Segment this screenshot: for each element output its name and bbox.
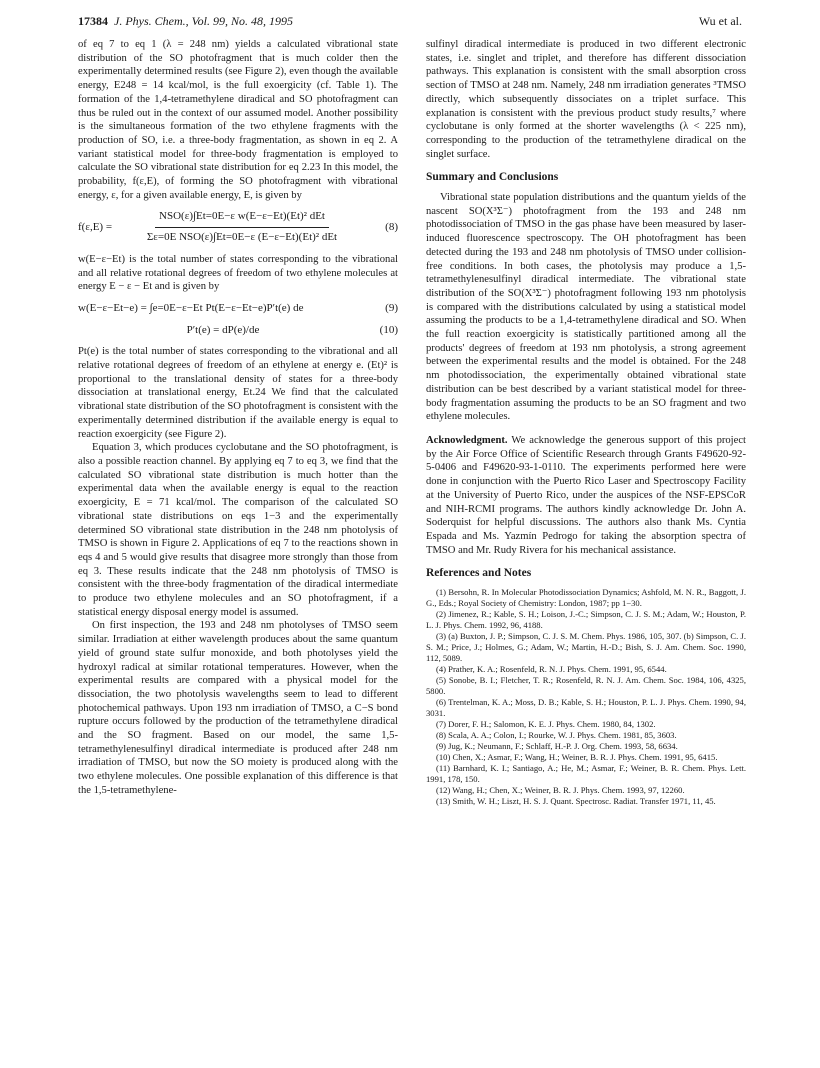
page-header	[78, 14, 742, 32]
equation-10	[78, 324, 398, 338]
reference-item: (1) Bersohn, R. In Molecular Photodissociation Dynamics; Ashfold, M. N. R., Baggott, J. G., Eds.; Royal Society of Chemistry: London, 1987; pp 1−30.	[426, 587, 746, 609]
reference-item: (9) Jug, K.; Neumann, F.; Schlaff, H.-P. J. Org. Chem. 1993, 58, 6634.	[436, 741, 678, 752]
equation-denominator: Σε=0E NSO(ε)∫Et=0E−ε (E−ε−Et)(Et)² dEt	[146, 231, 338, 244]
page-number: 17384	[78, 14, 108, 28]
equation-numerator: NSO(ε)∫Et=0E−ε w(E−ε−Et)(Et)² dEt	[155, 210, 329, 228]
journal-citation: J. Phys. Chem., Vol. 99, No. 48, 1995	[114, 14, 293, 28]
equation-body: P′t(e) = dP(e)/de	[186, 323, 260, 336]
reference-item: (13) Smith, W. H.; Liszt, H. S. J. Quant. Spectrosc. Radiat. Transfer 1971, 11, 45.	[436, 796, 716, 807]
reference-item: (3) (a) Buxton, J. P.; Simpson, C. J. S. M. Chem. Phys. 1986, 105, 307. (b) Simpson, C. J. S. M.; Price, J.; Holmes, G.; Adam, W.; Martin, H.-D.; Bish, S. J. Am. Chem. Soc. 1990, 112, 5089.	[426, 631, 746, 664]
reference-item: (7) Dorer, F. H.; Salomon, K. E. J. Phys. Chem. 1980, 84, 1302.	[436, 719, 656, 730]
reference-item: (4) Prather, K. A.; Rosenfeld, R. N. J. Phys. Chem. 1991, 95, 6544.	[436, 664, 667, 675]
paragraph: Pt(e) is the total number of states corresponding to the vibrational and all relative rotational degrees of freedom of an ethylene at energy e. (Et)² is proportional to the translational density of states for a three-body dissociation at translational energy, Et.24 We find that the calculated vibrational state distribution of the SO photofragment is consistent with the experimentally determined distribution if the available energy is equal to reaction exoergicity (see Figure 2).	[78, 346, 398, 440]
reference-list	[426, 587, 746, 807]
equation-8	[78, 210, 398, 244]
right-column	[426, 38, 746, 807]
reference-item: (12) Wang, H.; Chen, X.; Weiner, B. R. J. Phys. Chem. 1993, 97, 12260.	[436, 785, 685, 796]
running-head-left	[78, 14, 293, 29]
reference-item: (6) Trentelman, K. A.; Moss, D. B.; Kable, S. H.; Houston, P. L. J. Phys. Chem. 1990, 94, 3031.	[426, 697, 746, 719]
paragraph: sulfinyl diradical intermediate is produced in two different electronic states, i.e. singlet and triplet, and therefore has different dissociation pathways. This explanation is consistent with the small absorption cross section of TMSO at 248 nm. Namely, 248 nm irradiation generates ³TMSO directly, which subsequently dissociates on a triplet surface. This explanation is consistent with the previous product study results,⁷ where cyclobutane is only formed at the shorter wavelengths (λ < 225 nm), corresponding to the production of the tetramethylene diradical on the singlet surface.	[426, 39, 746, 160]
equation-number: (8)	[385, 220, 398, 233]
equation-number: (9)	[385, 301, 398, 314]
left-column	[78, 38, 398, 798]
paragraph: Equation 3, which produces cyclobutane and the SO photofragment, is also a possible reaction channel. By applying eq 7 to eq 3, we find that the calculated SO vibrational state distribution is much hotter than the experimental data when the available energy is equal to the reaction exoergicity, E = 71 kcal/mol. The comparison of the calculated SO vibrational state distributions on eqs 1−3 and the experimentally determined SO vibrational state distribution in the 248 nm photolysis of TMSO is shown in Figure 2. Applications of eq 7 to the reactions shown in eqs 4 and 5 would give results that disagree more strongly than those from eq 3. These results indicate that the 248 nm photolysis of TMSO is consistent with the three-body fragmentation of the diradical intermediate to produce two ethylene molecules and an SO photofragment, if a statistical energy disposal energy model is assumed.	[78, 442, 398, 618]
reference-item: (2) Jimenez, R.; Kable, S. H.; Loison, J.-C.; Simpson, C. J. S. M.; Adam, W.; Houston, P. L. J. Phys. Chem. 1992, 96, 4188.	[426, 609, 746, 631]
section-heading-references: References and Notes	[426, 567, 532, 580]
acknowledgment	[426, 434, 746, 557]
equation-9	[78, 302, 398, 316]
reference-item: (10) Chen, X.; Asmar, F.; Wang, H.; Weiner, B. R. J. Phys. Chem. 1991, 95, 6415.	[436, 752, 718, 763]
acknowledgment-text: We acknowledge the generous support of this project by the Air Force Office of Scientific Research through Grants F49620-92-5-0406 and F49620-93-1-0110. The experiments performed here were done in conjunction with the Puerto Rico Laser and Spectroscopy Facility at the University of Puerto Rico, under the auspices of the NSF-EPSCoR and NIH-RCMI programs. The authors kindly acknowledge Dr. John A. Soderquist for helpful discussions. The authors also thank Ms. Cyntia Espada and Ms. Yazmín Pedrogo for taking the absorption spectra of TMSO and Mr. Rudy Rivera for his mechanical assistance.	[426, 434, 746, 556]
equation-fraction	[143, 210, 341, 244]
section-heading-summary: Summary and Conclusions	[426, 171, 559, 184]
paragraph: On first inspection, the 193 and 248 nm photolyses of TMSO seem similar. Irradiation at either wavelength produces about the same quantum yield of ground state sulfur monoxide, and both photolyses yield the hydroxyl radical at similar rotational temperatures. However, when the experimental results are compared with a physical model for the dissociation, the two photolysis wavelengths seem to lead to different photochemical pathways. Upon 193 nm irradiation of TMSO, a C−S bond rupture occurs followed by the production of the tetramethylene diradical and the SO fragment. Based on our model, the same 1,5-tetramethylenesulfinyl diradical intermediate is produced after 248 nm irradiation of TMSO, but now the SO moiety is produced along with the two ethylene molecules. One possible explanation of this difference is that the 1,5-tetramethylene-	[78, 620, 398, 796]
reference-item: (11) Barnhard, K. I.; Santiago, A.; He, M.; Asmar, F.; Weiner, B. R. Chem. Phys. Lett. 1991, 178, 150.	[426, 763, 746, 785]
equation-number: (10)	[379, 323, 398, 336]
equation-body: w(E−ε−Et−e) = ∫e=0E−ε−Et Pt(E−ε−Et−e)P′t(e) de	[78, 301, 304, 314]
paragraph: w(E−ε−Et) is the total number of states corresponding to the vibrational and all relative rotational degrees of freedom of two ethylene molecules at energy E − ε − Et and is given by	[78, 253, 398, 293]
reference-item: (8) Scala, A. A.; Colon, I.; Rourke, W. J. Phys. Chem. 1981, 85, 3603.	[436, 730, 677, 741]
acknowledgment-label: Acknowledgment.	[426, 434, 508, 446]
reference-item: (5) Sonobe, B. I.; Fletcher, T. R.; Rosenfeld, R. N. J. Am. Chem. Soc. 1984, 106, 4325, 5800.	[426, 675, 746, 697]
paragraph: of eq 7 to eq 1 (λ = 248 nm) yields a calculated vibrational state distribution of the SO photofragment that is much colder then the experimentally determined results (see Figure 2), even though the available energy, E248 = 14 kcal/mol, is the full exoergicity (cf. Table 1). The formation of the 1,4-tetramethylene diradical and SO photofragment can thus be ruled out in the context of our assumed model. Another possibility is the simultaneous formation of the two ethylene fragments with the production of SO, i.e. a three-body fragmentation, as shown in eq 2. A variant statistical model for three-body fragmentation is employed to calculate the SO vibrational state distribution for eq 2.23 In this model, the probability, f(ε,E), of forming the SO photofragment with vibrational energy, ε, for a given available energy, E, is given by	[78, 39, 398, 201]
running-head-authors: Wu et al.	[698, 14, 742, 28]
equation-lhs: f(ε,E) =	[78, 220, 113, 233]
paragraph: Vibrational state population distributions and the quantum yields of the nascent SO(X³Σ⁻) photofragment from the 193 and 248 nm photodissociation of TMSO in the gas phase have been measured by laser-induced fluorescence spectroscopy. The OH photofragment has been detected during the 193 and 248 nm photolysis of TMSO under collision-free conditions. In both cases, the photolysis may produce a 1,5-tetramethylenesulfinyl diradical intermediate. The vibrational state distribution of the SO(X³Σ⁻) photofragment following 193 nm photolysis is compared with the distributions calculated by using a statistical model assuming the products to be a 1,4-tetramethylene diradical and SO. When the full reaction exoergicity is statistically partitioned among all the products' degrees of freedom at 193 nm photolysis, a strong agreement between the experimental results and the model is obtained. For the 248 nm photodissociation, the experimentally obtained vibrational state distribution can be best described by a variant statistical model for three-body fragmentation assuming the products to be an SO fragment and two ethylene molecules.	[426, 192, 746, 423]
